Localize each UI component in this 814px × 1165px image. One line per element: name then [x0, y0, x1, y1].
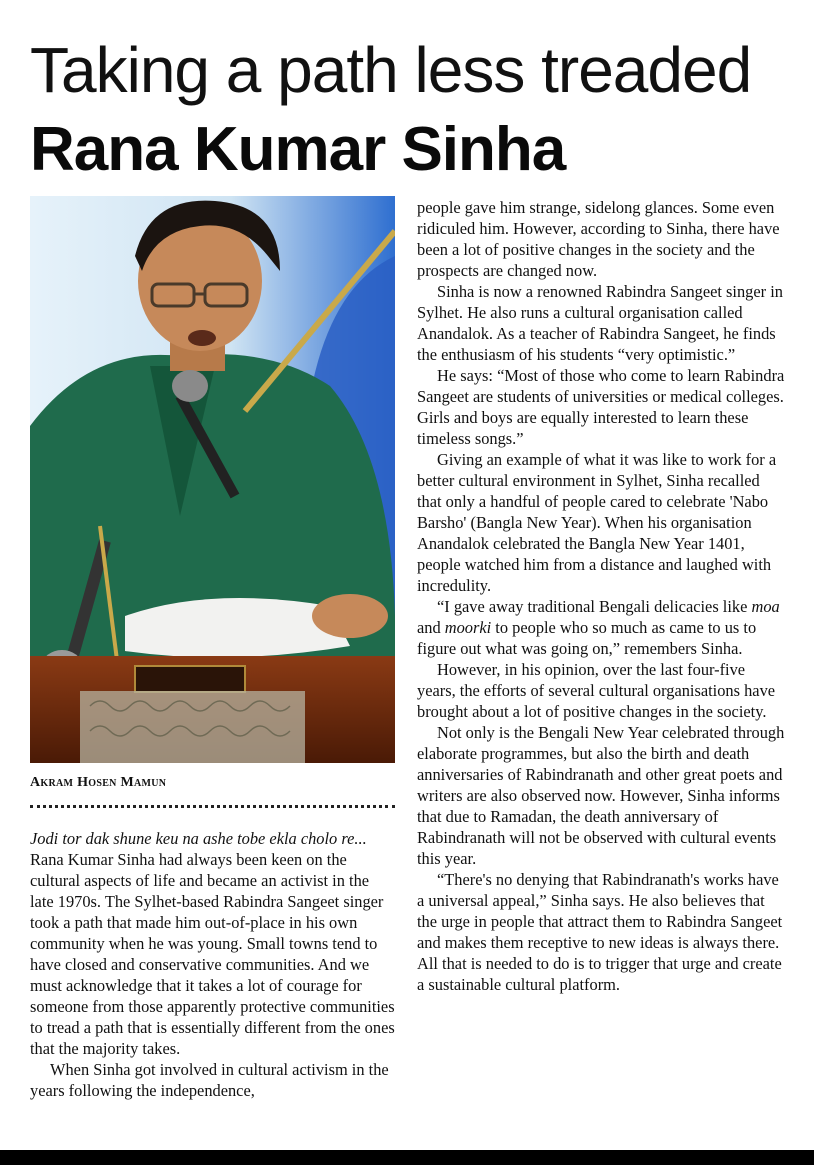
singer-illustration: [30, 196, 395, 763]
paragraph-continuation: people gave him strange, sidelong glances. Some even ridiculed him. However, according to Sinha, there have been a lot of positive changes in the society and the prospects are changed now.: [417, 198, 780, 280]
term-moorki: moorki: [444, 618, 492, 637]
paragraph-anandalok: Sinha is now a renowned Rabindra Sangeet singer in Sylhet. He also runs a cultural organisation called Anandalok. As a teacher of Rabindra Sangeet, he finds the enthusiasm of his students “very optimistic.”: [417, 282, 783, 364]
headline: Taking a path less treaded: [30, 34, 752, 106]
article-photo: [30, 196, 395, 763]
text-segment: to people who so much as came to us to figure out what was going on,” remembers Sinha.: [417, 618, 757, 658]
paragraph-universal-appeal: “There's no denying that Rabindranath's works have a universal appeal,” Sinha says. He also believes that the urge in people that attract them to Rabindra Sangeet and makes them receptive to new ideas is always there. All that is needed to do is to trigger that urge and create a sustainable cultural platform.: [417, 870, 783, 994]
paragraph-1: Rana Kumar Sinha had always been keen on the cultural aspects of life and became an activist in the late 1970s. The Sylhet-based Rabindra Sangeet singer took a path that made him out-of-place in his own community when he was young. Small towns tend to have closed and conservative communities. And we must acknowledge that it takes a lot of courage for someone from those apparently protective communities to tread a path that is essentially different from the ones that the majority takes.: [30, 850, 395, 1058]
subject-name: Rana Kumar Sinha: [30, 115, 566, 184]
text-segment: “I gave away traditional Bengali delicacies like: [437, 597, 752, 616]
text-segment: and: [417, 618, 445, 637]
article-column-left: [30, 828, 395, 1101]
bottom-bar: [0, 1150, 814, 1165]
paragraph-delicacies: [417, 596, 787, 659]
byline: Akram Hosen Mamun: [30, 775, 167, 790]
epigraph: Jodi tor dak shune keu na ashe tobe ekla cholo re...: [30, 829, 367, 848]
term-moa: moa: [751, 597, 780, 616]
paragraph-opinion: However, in his opinion, over the last four-five years, the efforts of several cultural organisations have brought about a lot of positive changes in the society.: [417, 660, 776, 721]
paragraph-nabo-barsho: Giving an example of what it was like to work for a better cultural environment in Sylhet, Sinha recalled that only a handful of people cared to celebrate 'Nabo Barsho' (Bangla New Year). When his organisation Anandalok celebrated the Bangla New Year 1401, people watched him from a distance and laughed with incredulity.: [417, 450, 777, 595]
paragraph-celebrations: Not only is the Bengali New Year celebrated through elaborate programmes, but also the birth and death anniversaries of Rabindranath and other great poets and writers are also observed now. However, Sinha informs that due to Ramadan, the death anniversary of Rabindranath will not be observed with cultural events this year.: [417, 723, 785, 868]
dotted-divider: [30, 805, 395, 808]
article-column-right: [417, 197, 787, 995]
paragraph-quote-students: He says: “Most of those who come to learn Rabindra Sangeet are students of universities or medical colleges. Girls and boys are equally interested to learn these timeless songs.”: [417, 366, 785, 448]
paragraph-2: When Sinha got involved in cultural activism in the years following the independence,: [30, 1060, 389, 1100]
